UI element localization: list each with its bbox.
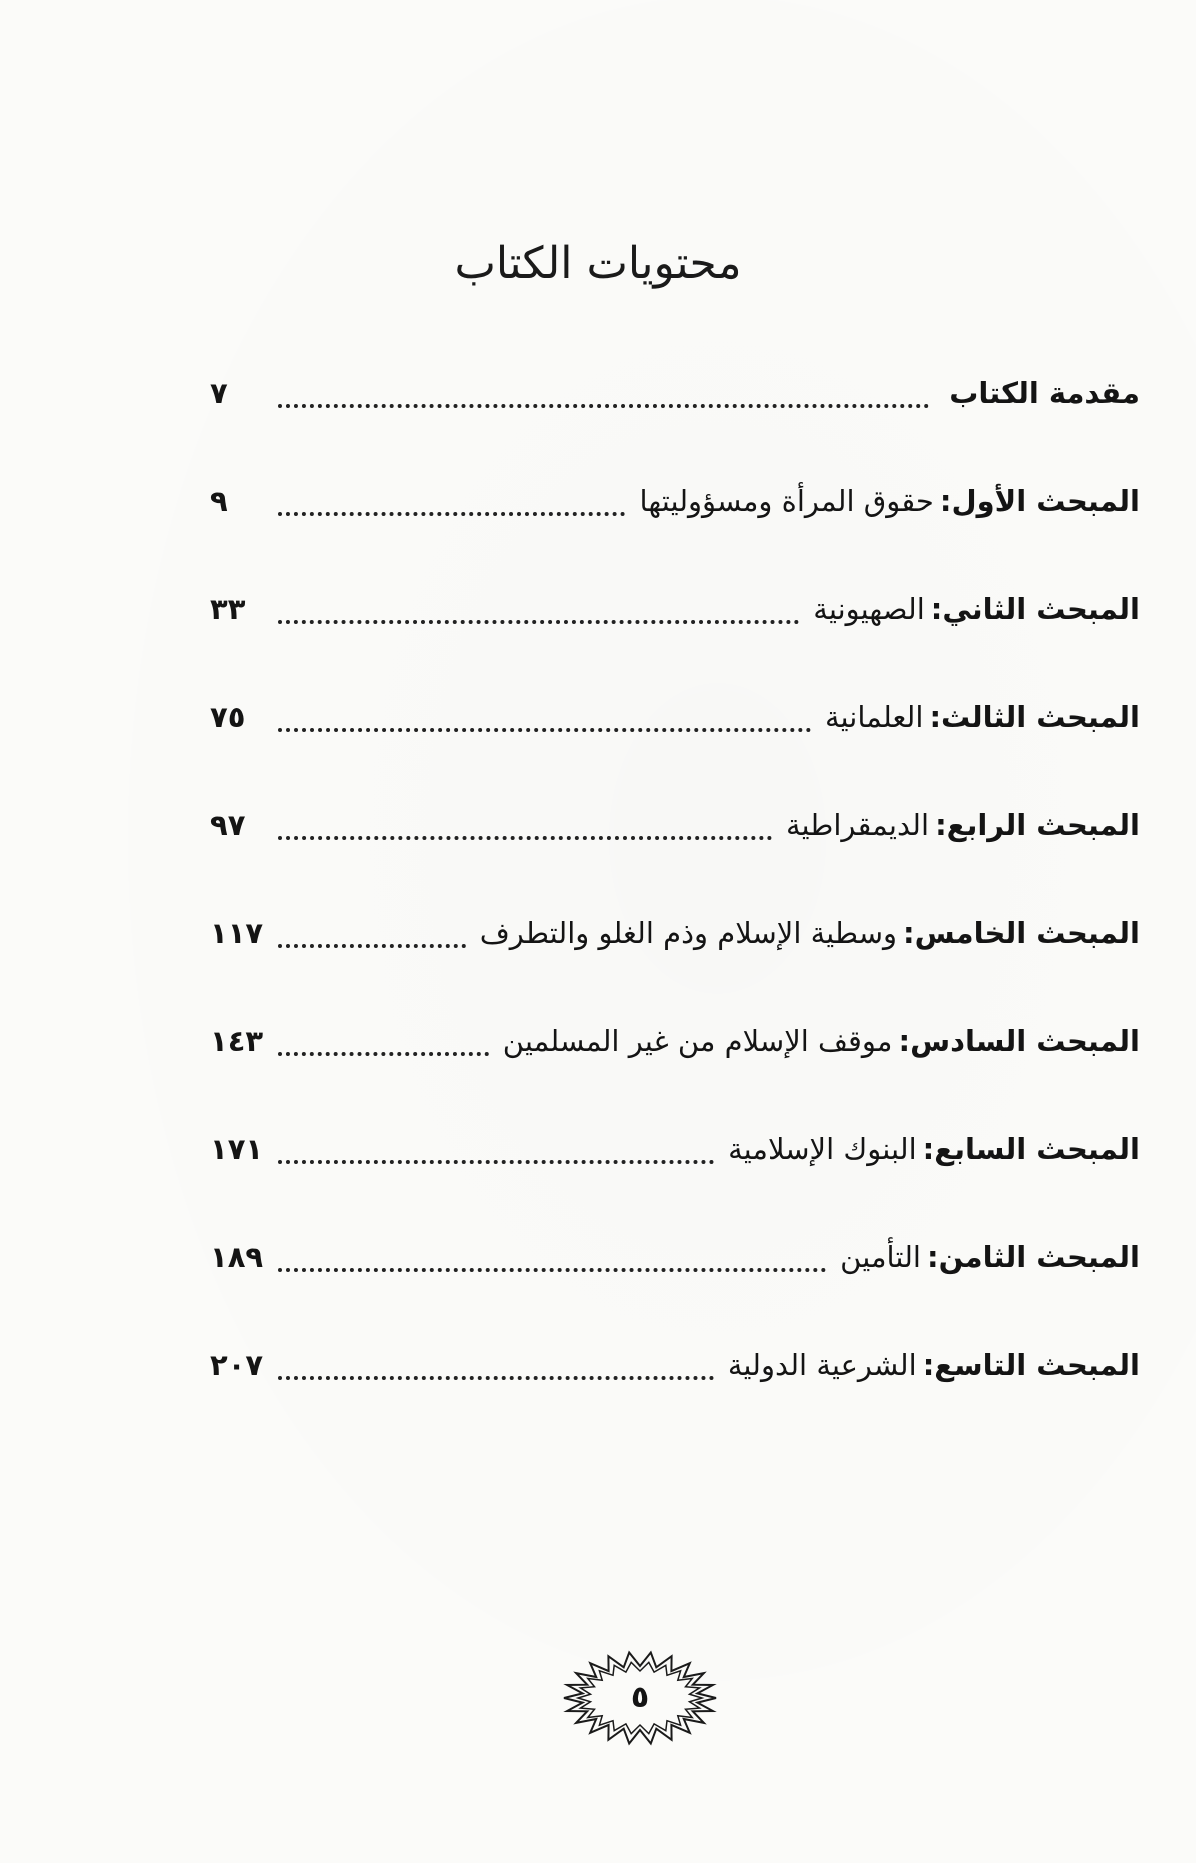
- toc-chapter-title: المبحث السادس: [910, 1024, 1140, 1058]
- toc-entry-chapter-7[interactable]: [210, 1126, 1140, 1234]
- toc-entry-label: [825, 694, 1140, 740]
- toc-entry-label: [943, 370, 1140, 416]
- toc-chapter-title: المبحث السابع: [934, 1132, 1140, 1166]
- page-number: ٥: [630, 1680, 650, 1715]
- toc-separator: :: [929, 700, 942, 734]
- toc-entry-chapter-5[interactable]: [210, 910, 1140, 1018]
- dot-leader: [278, 1126, 714, 1172]
- toc-separator: :: [926, 1240, 939, 1274]
- toc-entry-label: [840, 1234, 1140, 1280]
- toc-chapter-title: المبحث الخامس: [914, 916, 1140, 950]
- toc-chapter-title: المبحث الثالث: [941, 700, 1140, 734]
- toc-separator: :: [903, 916, 915, 950]
- toc-separator: :: [939, 484, 952, 518]
- toc-page-number: ١١٧: [210, 916, 264, 950]
- dot-leader: [278, 694, 811, 740]
- toc-chapter-title: مقدمة الكتاب: [949, 376, 1140, 410]
- dot-leader: [278, 1018, 489, 1064]
- toc-entry-label: [728, 1342, 1140, 1388]
- toc-page-number: ٢٠٧: [210, 1348, 264, 1382]
- toc-separator: :: [898, 1024, 911, 1058]
- page-number-badge: [560, 1648, 720, 1748]
- dot-leader: [278, 1342, 714, 1388]
- toc-separator: :: [935, 808, 947, 842]
- toc-subject: الشرعية الدولية: [727, 1348, 917, 1382]
- toc-entry-chapter-9[interactable]: [210, 1342, 1140, 1450]
- toc-chapter-title: المبحث الأول: [951, 484, 1140, 518]
- toc-entry-label: [786, 802, 1140, 848]
- toc-page-number: ٧٥: [210, 700, 246, 734]
- toc-subject: الصهيونية: [813, 592, 925, 626]
- toc-page-number: ٧: [210, 376, 228, 410]
- toc-subject: موقف الإسلام من غير المسلمين: [502, 1024, 893, 1058]
- toc-separator: :: [922, 1348, 935, 1382]
- page-title: محتويات الكتاب: [454, 238, 742, 289]
- toc-separator: :: [930, 592, 943, 626]
- toc-page-number: ١٤٣: [210, 1024, 264, 1058]
- toc-entry-label: [503, 1018, 1140, 1064]
- toc-entry-label: [813, 586, 1140, 632]
- table-of-contents: [210, 370, 1140, 1450]
- toc-page-number: ١٧١: [210, 1132, 264, 1166]
- dot-leader: [278, 478, 625, 524]
- toc-subject: التأمين: [840, 1240, 921, 1274]
- toc-subject: العلمانية: [824, 700, 924, 734]
- toc-chapter-title: المبحث التاسع: [934, 1348, 1140, 1382]
- toc-separator: :: [922, 1132, 935, 1166]
- toc-page-number: ٣٣: [210, 592, 246, 626]
- toc-entry-introduction[interactable]: [210, 370, 1140, 478]
- toc-subject: البنوك الإسلامية: [728, 1132, 917, 1166]
- toc-entry-chapter-2[interactable]: [210, 586, 1140, 694]
- toc-chapter-title: المبحث الرابع: [946, 808, 1140, 842]
- toc-entry-label: [480, 910, 1140, 956]
- toc-page-number: ٩٧: [210, 808, 246, 842]
- toc-subject: حقوق المرأة ومسؤوليتها: [639, 484, 934, 518]
- toc-page-number: ١٨٩: [210, 1240, 264, 1274]
- toc-page-number: ٩: [210, 484, 228, 518]
- toc-entry-chapter-1[interactable]: [210, 478, 1140, 586]
- dot-leader: [278, 370, 929, 416]
- toc-entry-chapter-4[interactable]: [210, 802, 1140, 910]
- toc-subject: الديمقراطية: [786, 808, 930, 842]
- toc-entry-chapter-8[interactable]: [210, 1234, 1140, 1342]
- dot-leader: [278, 910, 466, 956]
- toc-entry-chapter-3[interactable]: [210, 694, 1140, 802]
- dot-leader: [278, 802, 772, 848]
- toc-entry-label: [728, 1126, 1140, 1172]
- toc-chapter-title: المبحث الثامن: [938, 1240, 1140, 1274]
- toc-entry-chapter-6[interactable]: [210, 1018, 1140, 1126]
- toc-subject: وسطية الإسلام وذم الغلو والتطرف: [479, 916, 898, 950]
- toc-entry-label: [639, 478, 1140, 524]
- dot-leader: [278, 586, 799, 632]
- dot-leader: [278, 1234, 826, 1280]
- toc-chapter-title: المبحث الثاني: [942, 592, 1140, 626]
